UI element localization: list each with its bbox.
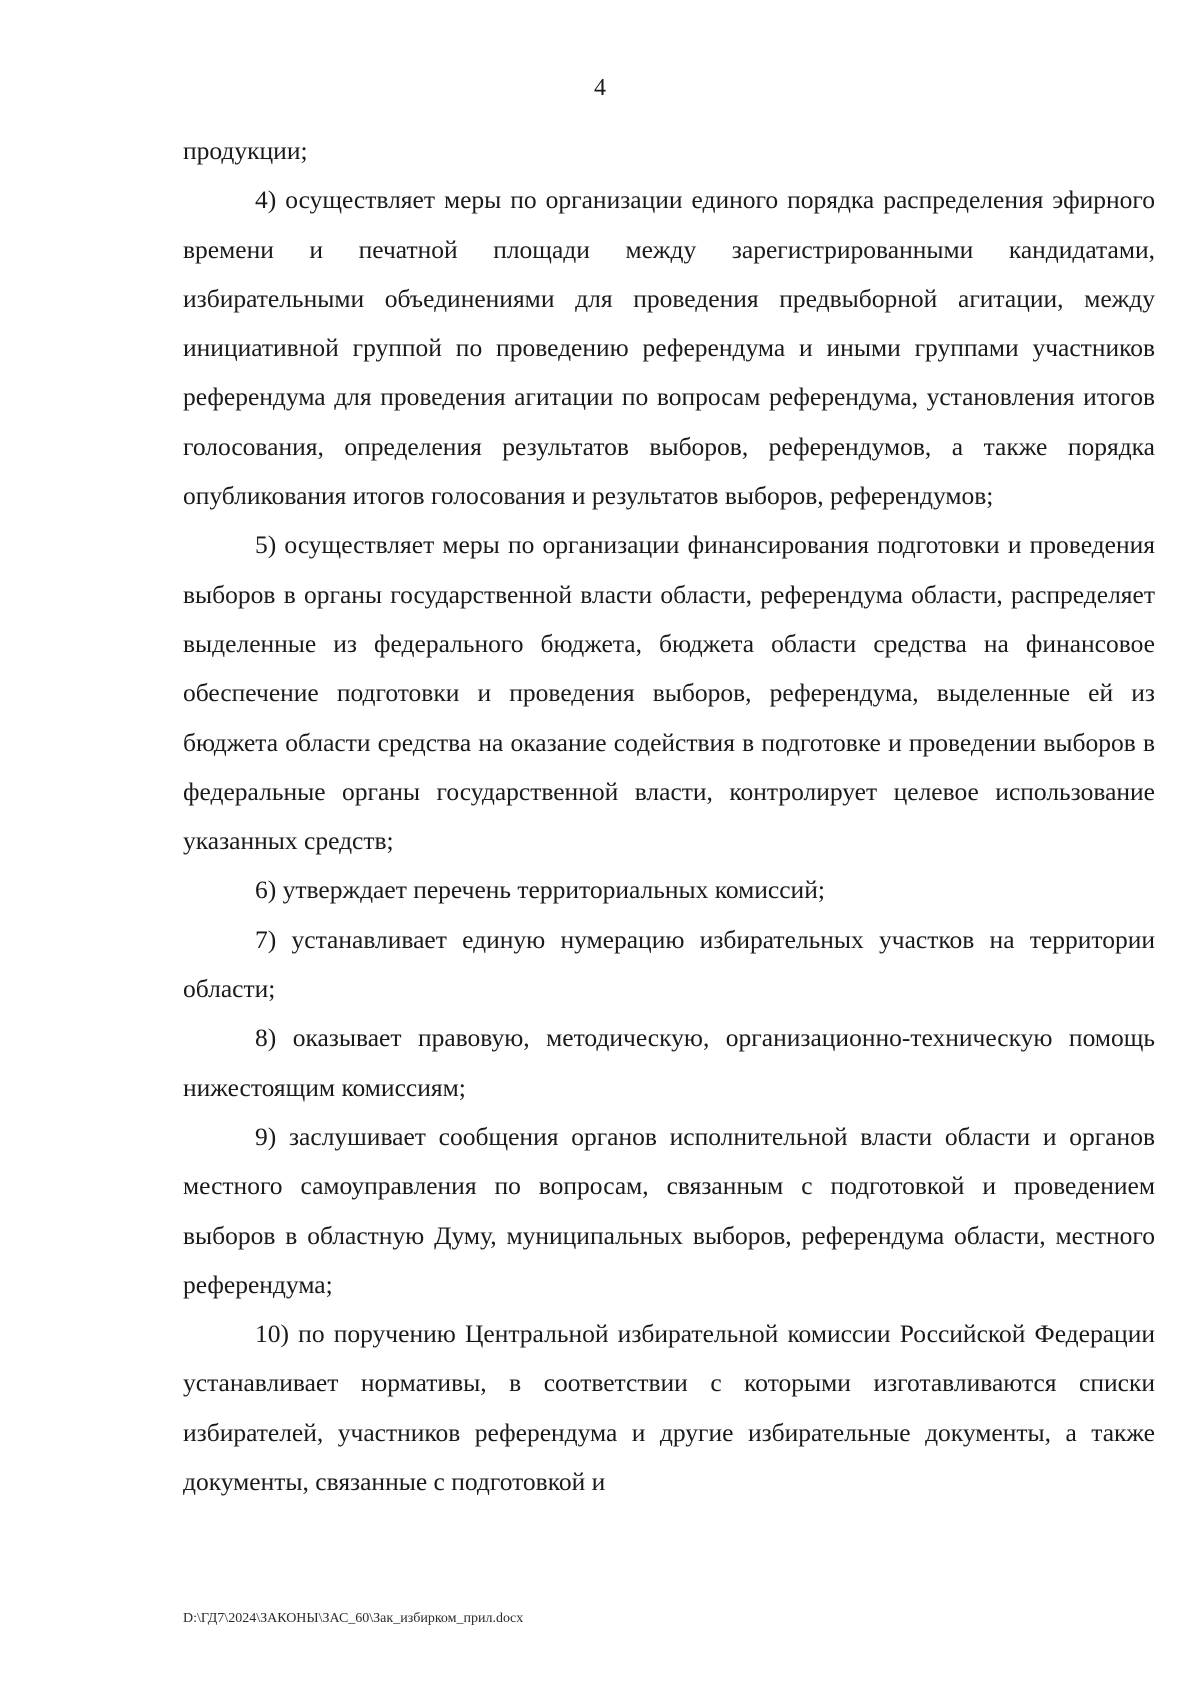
paragraph-item-9: 9) заслушивает сообщения органов исполнительной власти области и органов местного самоуправления по вопросам, связанным с подготовкой и проведением выборов в областную Думу, муниципальных выборов, референдума области, местного референдума; <box>183 1121 1155 1299</box>
document-body <box>183 126 1155 1506</box>
paragraph-item-8: 8) оказывает правовую, методическую, организационно-техническую помощь нижестоящим комиссиям; <box>183 1023 1155 1102</box>
paragraph-item-7: 7) устанавливает единую нумерацию избирательных участков на территории области; <box>183 924 1155 1004</box>
paragraph-item-6: 6) утверждает перечень территориальных комиссий; <box>255 875 825 905</box>
page-number: 4 <box>594 75 606 101</box>
paragraph-item-10: 10) по поручению Центральной избирательной комиссии Российской Федерации устанавливает нормативы, в соответствии с которыми изготавливаются списки избирателей, участников референдума и другие избирательные документы, а также документы, связанные с подготовкой и <box>183 1319 1155 1497</box>
footer-file-path: D:\ГД7\2024\ЗАКОНЫ\ЗАС_60\Зак_избирком_прил.docx <box>183 1611 524 1626</box>
paragraph-continuation: продукции; <box>183 136 308 165</box>
paragraph-item-4: 4) осуществляет меры по организации единого порядка распределения эфирного времени и печатной площади между зарегистрированными кандидатами, избирательными объединениями для проведения предвыборной агитации, между инициативной группой по проведению референдума и иными группами участников референдума для проведения агитации по вопросам референдума, установления итогов голосования, определения результатов выборов, референдумов, а также порядка опубликования итогов голосования и результатов выборов, референдумов; <box>183 185 1155 511</box>
paragraph-item-5: 5) осуществляет меры по организации финансирования подготовки и проведения выборов в органы государственной власти области, референдума области, распределяет выделенные из федерального бюджета, бюджета области средства на финансовое обеспечение подготовки и проведения выборов, референдума, выделенные ей из бюджета области средства на оказание содействия в подготовке и проведении выборов в федеральные органы государственной власти, контролирует целевое использование указанных средств; <box>183 530 1155 856</box>
